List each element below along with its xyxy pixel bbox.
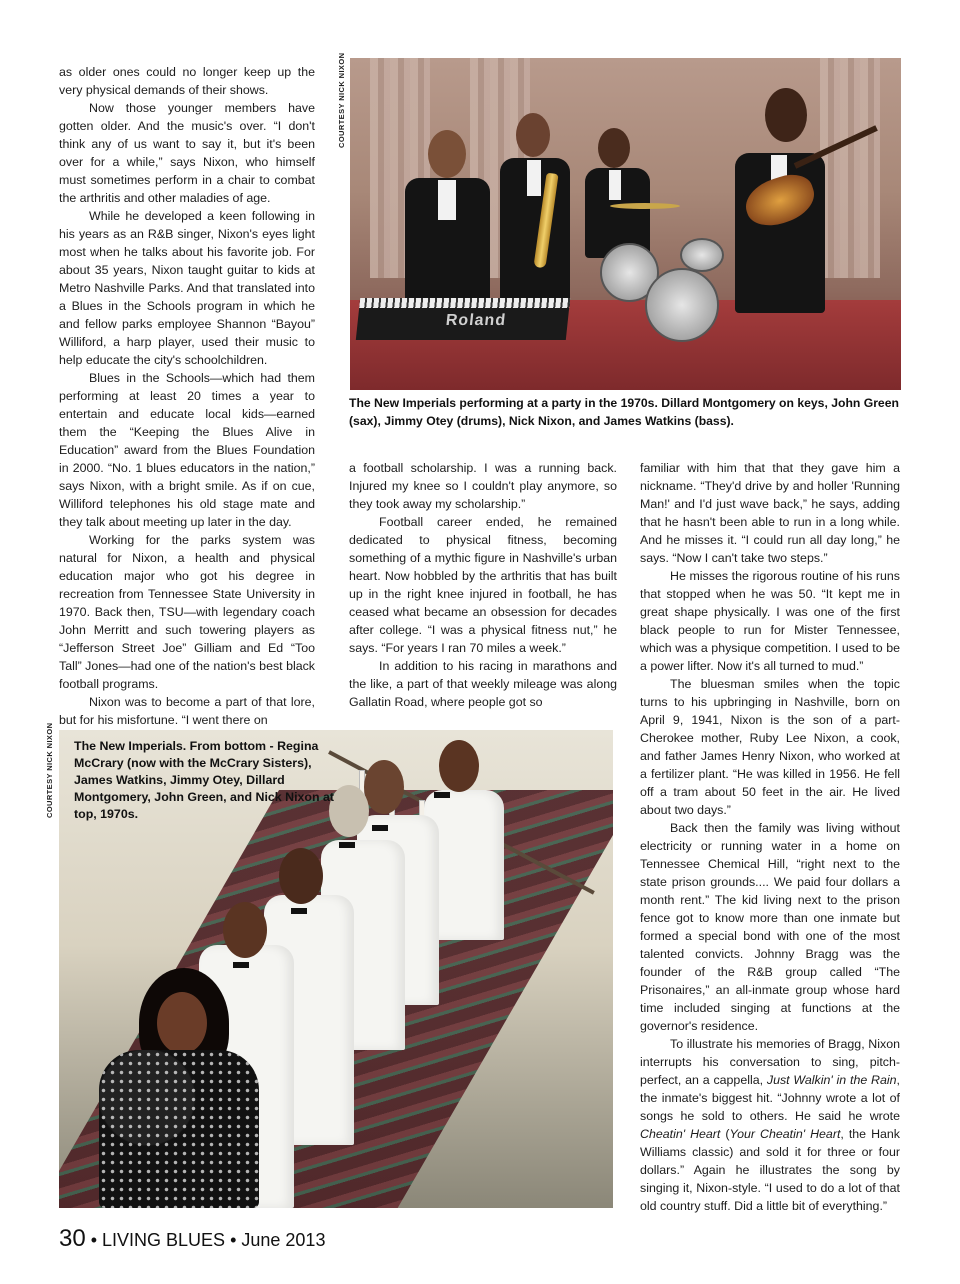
paragraph: Blues in the Schools—which had them performing at least 20 times a year to entertain and educate local kids—earned them the “Keeping the Blues Alive in Education” award from the Blues Foundation in 2000. “No. 1 blues educators in the nation,” says Nixon, with a bright smile. As if on cue, Williford telephones his old stage mate and they talk about meeting up later in the day. xyxy=(59,371,315,529)
song-title: Just Walkin' in the Rain xyxy=(766,1073,897,1087)
curtain xyxy=(820,58,880,278)
photo-credit-bottom: COURTESY NICK NIXON xyxy=(45,722,54,818)
photo-caption-bottom: The New Imperials. From bottom - Regina McCrary (now with the McCrary Sisters), James Watkins, Jimmy Otey, Dillard Montgomery, John Green, and Nick Nixon at top, 1970s. xyxy=(74,739,335,821)
page-footer xyxy=(59,1225,325,1253)
paragraph: Working for the parks system was natural for Nixon, a health and physical education major who got his degree in recreation from Tennessee State University in 1970. Back then, TSU—with legendary coach John Merritt and such towering players as “Jefferson Street Joe” Gilliam and Ed “Too Tall” Jones—had one of the nation's best black football programs. xyxy=(59,533,315,691)
footer-separator: • xyxy=(85,1230,103,1250)
paragraph: While he developed a keen following in his years as an R&B singer, Nixon's eyes light most when he talks about his favorite job. For about 35 years, Nixon taught guitar to kids at Metro Nashville Parks. And that translated into a Blues in the Schools program in which he and fellow parks employee Shannon “Bayou” Williford, a harp player, used their music to help educate the city's schoolchildren. xyxy=(59,209,315,367)
paragraph: Back then the family was living without electricity or running water in a home on Tennessee Chemical Hill, “right next to the state prison grounds.... We paid four dollars a month rent.” The kid living next to the prison fence got to know more than one inmate but formed a special bond with one of the most talented convicts. Johnny Bragg was the founder of the R&B group called “The Prisonaires,” an all-inmate group whose hard time included singing at functions at the governor's residence. xyxy=(640,821,900,1033)
photo-credit-top: COURTESY NICK NIXON xyxy=(337,52,346,148)
footer-separator: • xyxy=(225,1230,242,1250)
band-performance-photo xyxy=(350,58,901,390)
magazine-name: LIVING BLUES xyxy=(102,1230,226,1250)
paragraph: familiar with him that that they gave him a nickname. “They'd drive by and holler 'Running Man!' and I'd just wave back,” he says, adding that he hasn't been able to run in a long while. And he misses it. “I could run all day long,” he says. “Now I can't take two steps.” xyxy=(640,461,900,565)
keyboard-synth xyxy=(356,298,570,340)
paragraph: To illustrate his memories of Bragg, Nixon interrupts his conversation to sing, pitch-perfect, an a cappella, Just Walkin' in the Rain, the inmate's biggest hit. “Johnny wrote a lot of songs he sold to others. He said he wrote Cheatin' Heart (Your Cheatin' Heart, the Hank Williams classic) and sold it for three or four dollars.” Again he illustrates the song by singing it, Nixon-style. “I used to do a lot of that old country stuff. Did a little bit of everything.” xyxy=(640,1037,900,1213)
issue-date: June 2013 xyxy=(241,1230,326,1250)
paragraph: He misses the rigorous routine of his runs that stopped when he was 50. “It kept me in great shape physically. I was one of the first black people to run for Mister Tennessee, which was a physique competition. I used to be a power lifter. Now it's all turned to mud.” xyxy=(640,569,900,673)
paragraph: The bluesman smiles when the topic turns to his upbringing in Nashville, born on April 9, 1941, Nixon is the son of a part-Cherokee mother, Ruby Lee Nixon, a cook, and father James Henry Nixon, who worked at a fertilizer plant. “He was killed in 1956. He fell off a tram about 50 feet in the air. He lived about two days.” xyxy=(640,677,900,817)
paragraph: Nixon was to become a part of that lore, but for his misfortune. “I went there on xyxy=(59,695,315,727)
paragraph: Now those younger members have gotten older. And the music's over. “I don't think any of us want to say it, but it's been over for a while,” says Nixon, who himself must sometimes perform in a chair to combat the arthritis and other maladies of age. xyxy=(59,101,315,205)
song-title: Cheatin' Heart xyxy=(640,1127,721,1141)
article-column-1 xyxy=(59,63,315,729)
article-column-2 xyxy=(349,459,617,711)
paragraph: Football career ended, he remained dedicated to physical fitness, becoming something of a mythic figure in Nashville's urban heart. Now hobbled by the arthritis that has built up in the right knee injured in football, he has ceased what became an obsession for decades after college. “I was a physical fitness nut,” he says. “For years I ran 70 miles a week.” xyxy=(349,515,617,655)
paragraph: In addition to his racing in marathons and the like, a part of that weekly mileage was along Gallatin Road, where people got so xyxy=(349,659,617,709)
song-title: Your Cheatin' Heart xyxy=(729,1127,841,1141)
keyboard-brand-logo: Roland xyxy=(444,312,507,329)
photo-caption-top: The New Imperials performing at a party in the 1970s. Dillard Montgomery on keys, John Green (sax), Jimmy Otey (drums), Nick Nixon, and James Watkins (bass). xyxy=(349,396,899,428)
paragraph: a football scholarship. I was a running back. Injured my knee so I couldn't play anymore, so they took away my scholarship.” xyxy=(349,461,617,511)
page-number: 30 xyxy=(59,1225,86,1252)
article-column-3 xyxy=(640,459,900,1215)
paragraph: as older ones could no longer keep up the very physical demands of their shows. xyxy=(59,65,315,97)
